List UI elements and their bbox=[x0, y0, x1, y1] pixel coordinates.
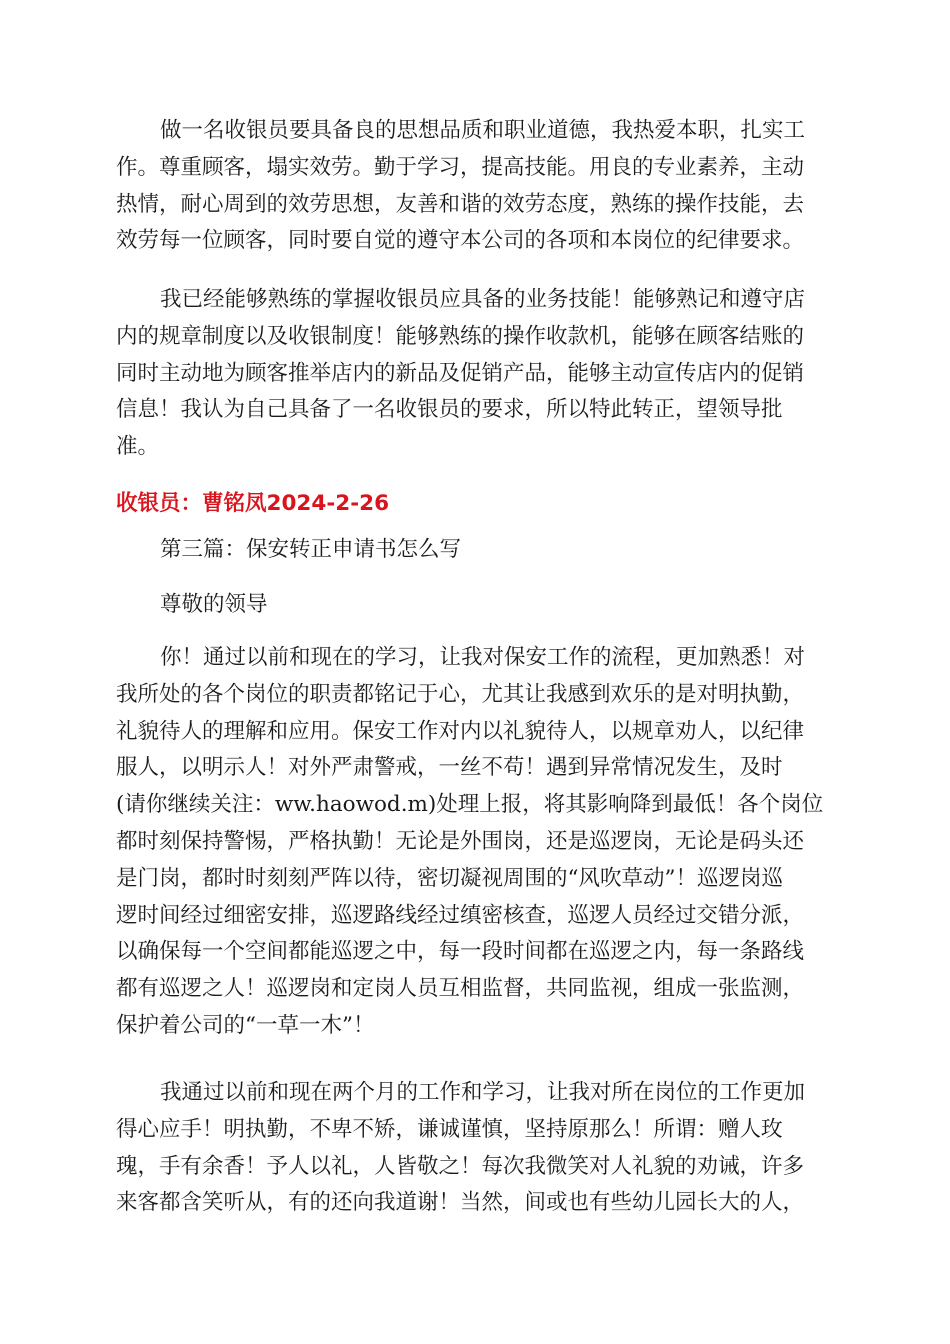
signature-line: 收银员：曹铭凤2024-2-26 bbox=[116, 491, 390, 516]
text-line: 同时主动地为顾客推举店内的新品及促销产品，能够主动宣传店内的促销 bbox=[116, 360, 805, 386]
text-line: 来客都含笑听从，有的还向我道谢！当然，间或也有些幼儿园长大的人， bbox=[116, 1190, 805, 1216]
text-line: 准。 bbox=[116, 434, 160, 460]
text-line: 你！通过以前和现在的学习，让我对保安工作的流程，更加熟悉！对 bbox=[160, 645, 806, 670]
text-line: 保护着公司的“一草一木”！ bbox=[116, 1012, 375, 1038]
text-line: 热情，耐心周到的效劳思想，友善和谐的效劳态度，熟练的操作技能，去 bbox=[116, 191, 805, 217]
paragraph-two-months bbox=[116, 1075, 836, 1222]
text-line: 我已经能够熟练的掌握收银员应具备的业务技能！能够熟记和遵守店 bbox=[160, 287, 806, 312]
paragraph-cashier-skills bbox=[116, 282, 836, 466]
paragraph-security-work bbox=[116, 640, 836, 1045]
text-line: 效劳每一位顾客，同时要自觉的遵守本公司的各项和本岗位的纪律要求。 bbox=[116, 228, 805, 254]
text-line: 做一名收银员要具备良的思想品质和职业道德，我热爱本职，扎实工 bbox=[160, 118, 806, 143]
paragraph-cashier-duties bbox=[116, 113, 836, 260]
text-line: 以确保每一个空间都能巡逻之中，每一段时间都在巡逻之内，每一条路线 bbox=[116, 939, 805, 965]
text-line: 信息！我认为自己具备了一名收银员的要求，所以特此转正，望领导批 bbox=[116, 397, 783, 423]
text-line: 礼貌待人的理解和应用。保安工作对内以礼貌待人，以规章劝人，以纪律 bbox=[116, 718, 805, 744]
text-line: (请你继续关注：ww.haowod.m)处理上报，将其影响降到最低！各个岗位 bbox=[116, 792, 824, 818]
text-line: 瑰，手有余香！予人以礼，人皆敬之！每次我微笑对人礼貌的劝诫，许多 bbox=[116, 1153, 805, 1179]
text-line: 我通过以前和现在两个月的工作和学习，让我对所在岗位的工作更加 bbox=[160, 1080, 806, 1105]
text-line: 都有巡逻之人！巡逻岗和定岗人员互相监督，共同监视，组成一张监测， bbox=[116, 976, 805, 1002]
text-line: 逻时间经过细密安排，巡逻路线经过缜密核查，巡逻人员经过交错分派， bbox=[116, 902, 805, 928]
text-line: 我所处的各个岗位的职责都铭记于心，尤其让我感到欢乐的是对明执勤， bbox=[116, 681, 805, 707]
text-line: 都时刻保持警惕，严格执勤！无论是外围岗，还是巡逻岗，无论是码头还 bbox=[116, 828, 805, 854]
text-line: 服人，以明示人！对外严肃警戒，一丝不苟！遇到异常情况发生，及时 bbox=[116, 755, 783, 781]
text-line: 内的规章制度以及收银制度！能够熟练的操作收款机，能够在顾客结账的 bbox=[116, 323, 805, 349]
text-line: 是门岗，都时时刻刻严阵以待，密切凝视周围的“风吹草动”！巡逻岗巡 bbox=[116, 865, 783, 891]
section-title: 第三篇：保安转正申请书怎么写 bbox=[160, 537, 462, 562]
greeting: 尊敬的领导 bbox=[160, 592, 268, 617]
text-line: 作。尊重顾客，塌实效劳。勤于学习，提高技能。用良的专业素养，主动 bbox=[116, 154, 805, 180]
text-line: 得心应手！明执勤，不卑不矫，谦诚谨慎，坚持原那么！所谓：赠人玫 bbox=[116, 1116, 783, 1142]
